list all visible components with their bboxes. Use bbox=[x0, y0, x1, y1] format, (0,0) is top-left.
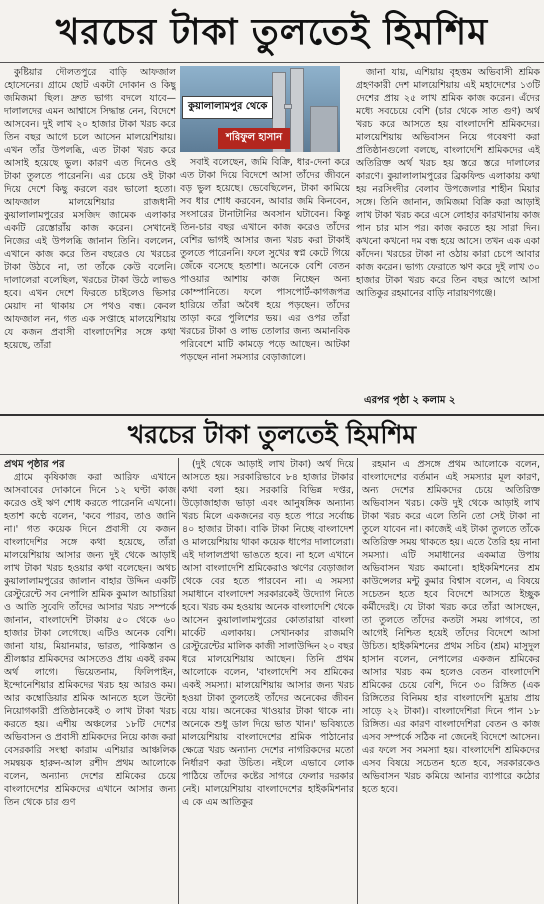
headline-rule bbox=[0, 62, 544, 63]
continuation-column-1 bbox=[4, 458, 176, 904]
column-divider-2 bbox=[357, 458, 358, 904]
continuation-column-2 bbox=[182, 458, 354, 904]
article-column-1 bbox=[4, 66, 176, 408]
from-first-page: প্রথম পৃষ্ঠার পর bbox=[4, 459, 65, 470]
headline: খরচের টাকা তুলতেই হিমশিম bbox=[55, 12, 489, 53]
continuation-column-3-text: রহমান এ প্রসঙ্গে প্রথম আলোকে বলেন, বাংলাদেশের বর্তমান এই সমস্যার মূল কারণ, অন্য দেশের শ্রমিকদের চেয়ে অতিরিক্ত অভিবাসন খরচ। কেউ দুই থেকে আড়াই লাখ টাকা খরচ করে এলে তিনি তো সেই টাকা না তুলে যাবেন না। কাজেই এই টাকা তুলতে তাঁকে অতিরিক্ত সময় থাকতে হয়। এতে তৈরি হয় নানা সমস্যা। এটি সমাধানের একমাত্র উপায় অভিবাসন খরচ কমানো। হাইকমিশনের শ্রম কাউন্সেলর মন্টু কুমার বিশ্বাস বলেন, এ বিষয়ে সচেতন হতে হবে বিদেশে আসতে ইচ্ছুক কর্মীদেরই। যে টাকা খরচ করে তাঁরা আসছেন, তা তুলতে তাঁদের কতটা সময় লাগবে, তা আগেই নিশ্চিত হয়েই তাঁদের বিদেশে আসা উচিত। হাইকমিশনের প্রথম সচিব (শ্রম) মাসুদুল হাসান বলেন, নেপালের একজন শ্রমিকের আসার খরচ কম হলেও বেতন বাংলাদেশি শ্রমিকের চেয়ে বেশি, দিনে ৩০ রিঙ্গিত (এক রিঙ্গিতের বিনিময় হার বাংলাদেশি মুদ্রায় প্রায় সাড়ে ২২ টাকা)। বাংলাদেশিরা দিনে পান ১৮ রিঙ্গিত। এর কারণ বাংলাদেশিরা বেতন ও কাজ এসব সম্পর্কে সঠিক না জেনেই বিদেশে আসেন। এর ফলে সব সমস্যা হয়। বাংলাদেশি শ্রমিকদের এসব বিষয়ে সচেতন হতে হবে, সরকারকেও অভিবাসন খরচ কমিয়ে আনার ব্যাপারে কঠোর হতে হবে। bbox=[362, 459, 540, 795]
skybridge-icon bbox=[284, 104, 292, 109]
column-divider-1 bbox=[178, 458, 179, 904]
continuation-column-2-text: (দুই থেকে আড়াই লাখ টাকা) অর্থ দিয়ে আসতে হয়। সরকারিভাবে ৮৪ হাজার টাকার কথা বলা হয়। সরকারি বিভিন্ন দপ্তর, উড়োজাহাজ ভাড়া এবং আনুষঙ্গিক অন্যান্য খরচ মিলে একজনের বড় হতে পারে সর্বোচ্চ ৪০ হাজার টাকা। বাকি টাকা নিচ্ছে বাংলাদেশ ও মালয়েশিয়ায় থাকা কয়েক ধাপের দালালেরা। এই দালালপ্রথা ভাঙতে হবে। না হলে এখানে আসা বাংলাদেশি শ্রমিকেরাও ঋণের বেড়াজাল থেকে বের হতে পারবেন না। এ সমস্যা সমাধানে বাংলাদেশ সরকারকেই উদ্যোগ নিতে হবে। খরচ কম হওয়ায় অনেক বাংলাদেশি থেকে আসেন কুয়ালালামপুরের কোতারায়া বাংলা মার্কেট এলাকায়। সেখানকার রাজমণি রেস্টুরেন্টের মালিক কাজী সালাউদ্দিন ২০ বছর ধরে মালয়েশিয়ায় আছেন। তিনি প্রথম আলোকে বলেন, 'বাংলাদেশি সব শ্রমিকের একই সমস্যা। মালয়েশিয়ায় আসার জন্য খরচ হওয়া টাকা তুলতেই তাঁদের অনেকের জীবন বয়ে যায়। অনেকের খাওয়ার টাকা থাকে না। অনেকে শুধু ডাল দিয়ে ভাত খান।' ভবিষ্যতে মালয়েশিয়ায় বাংলাদেশের শ্রমিক পাঠানোর ক্ষেত্রে খরচ অন্যান্য দেশের নাগরিকদের মতো নির্ধারণ করা উচিত। নইলে এভাবে লোক পাঠিয়ে তাঁদের কষ্টের সাগরে ফেলার দরকার নেই। মালয়েশিয়ায় বাংলাদেশের হাইকমিশনার এ কে এম আতিকুর bbox=[182, 459, 354, 808]
subhead-rule bbox=[0, 454, 544, 455]
continuation-column-1-text: গ্রামে কৃষিকাজ করা আরিফ এখানে আসবাবের দোকানে দিনে ১২ ঘণ্টা কাজ করেও ওই ঋণ শোধ করতে পারেননি এখনো। হতাশ কণ্ঠে বলেন, 'কবে পারব, তাও জানি না।' গত কয়েক দিনে প্রবাসী যে কজন বাংলাদেশির সঙ্গে কথা হয়েছে, তাঁরা মালয়েশিয়ায় আসার জন্য দুই থেকে আড়াই লাখ টাকা খরচ হওয়ার কথা বলেছেন। অথচ কুয়ালালামপুরের জালান বাহার উদ্দিন একটি রেস্টুরেন্টে সব নেপালি শ্রমিক কুমাল আচারিয়া ও আতি সুবেদি তাঁদের আসার খরচ সম্পর্কে জানান, বাংলাদেশি টাকায় ৫০ থেকে ৬০ হাজার টাকা লেগেছে। এটিও অনেক বেশি। জানা যায়, মিয়ানমার, ভারত, পাকিস্তান ও শ্রীলঙ্কার শ্রমিকদের আসতেও প্রায় একই রকম অর্থ লাগে। ভিয়েতনাম, ফিলিপাইন, ইন্দোনেশিয়ার শ্রমিকদের খরচ হয় আরও কম। আর কম্বোডিয়ার শ্রমিক আনতে হলে উল্টো নিয়োগকারী প্রতিষ্ঠানকেই ৩ লাখ টাকা খরচ করতে হয়। এশীয় অঞ্চলের ১৮টি দেশের অভিবাসন ও প্রবাসী শ্রমিকদের নিয়ে কাজ করা বেসরকারি সংস্থা কারাম এশিয়ার আঞ্চলিক সমন্বয়ক হারুন-আল রশীদ প্রথম আলোকে বলেন, অন্যান্য দেশের শ্রমিকের চেয়ে বাংলাদেশের শ্রমিকদের এখানে আসার জন্য তিন থেকে চার গুণ bbox=[4, 472, 176, 808]
column-2-text: সবাই বলেছেন, জমি বিক্রি, ধার-দেনা করে এত টাকা দিয়ে বিদেশে আসা তাঁদের জীবনে বড় ভুল হয়েছে। ভেবেছিলেন, টাকা কামিয়ে সব ধার শোধ করবেন, আবার জমি কিনবেন, সংসারের টানাটানির অবসান ঘটাবেন। কিন্তু তিন-চার বছর এখানে কাজ করেও তাঁদের বেশির ভাগই আসার জন্য খরচ করা টাকাই তুলতে পারেননি। ফলে সুখের স্বপ্ন কেটে গিয়ে জেঁকে বসেছে হতাশা। অনেকে বেশি বেতন পাওয়ার আশায় কাজ নিচ্ছেন অন্য কোম্পানিতে। ফলে পাসপোর্ট-কাগজপত্র হারিয়ে তাঁরা অবৈধ হয়ে পড়ছেন। তাঁদের তাড়া করে পুলিশের ভয়। এর ওপর তাঁরা খরচের টাকা ও লাভ তোলার জন্য অমানবিক পরিবেশে মাটি কামড়ে পড়ে আছেন। আটকা পড়ছেন নানা সমস্যার বেড়াজালে। bbox=[180, 157, 350, 363]
column-3-text: জানা যায়, এশিয়ায় বৃহত্তম অভিবাসী শ্রমিক গ্রহণকারী দেশ মালয়েশিয়ায় এই মহাদেশের ১৩টি দেশের প্রায় ২৫ লাখ শ্রমিক কাজ করেন। এঁদের মধ্যে সবচেয়ে বেশি (চার থেকে সাত গুণ) অর্থ খরচ করে আসতে হয় বাংলাদেশি শ্রমিকদের। মালয়েশিয়ায় অভিবাসন নিয়ে গবেষণা করা প্রতিষ্ঠানগুলো বলছে, বাংলাদেশি শ্রমিকদের এই অতিরিক্ত অর্থ খরচ হয় স্তরে স্তরে দালালের কারণে। কুয়ালালামপুরের ব্রিকফিল্ড এলাকায় কথা হয় নরসিংদীর বেলাব উপজেলার শাহীন মিয়ার সঙ্গে। তিনি জানান, জমিজমা বিক্রি করা আড়াই লাখ টাকা খরচ করে এসে লোহার কারখানায় কাজ পান চার মাস পর। কাজ করতে হয় সারা দিন। কখনো কখনো দম বন্ধ হয়ে আসে। তখন এক একা কাঁদেন। খরচের টাকা না ওঠায় কারা চেপে আবার কাজ করেন। ভাগ্য ফেরাতে ঋণ করে দুই লাখ ৩০ হাজার টাকা খরচ করে তিন বছর আগে আসা আতিকুর রহমানের বাড়ি নারায়ণগঞ্জে। bbox=[356, 67, 540, 299]
column-1-text: কুষ্টিয়ার দৌলতপুরে বাড়ি আফজাল হোসেনের। গ্রামে ছোট একটা দোকান ও কিছু জমিজমা ছিল। দ্রুত ভাগ্য বদলে যাবে—দালালদের এমন আশ্বাসে সিদ্ধান্ত নেন, বিদেশে আসবেন। দুই লাখ ২০ হাজার টাকা খরচ করে তিন বছর আগে চলে আসেন মালয়েশিয়ায়। এখন তাঁর উপলব্ধি, এত টাকা খরচ করে আসাই হয়েছে ভুল। কারণ এত দিনেও ওই টাকা তুলতে পারেননি। এর চেয়ে ওই টাকা দিয়ে দেশে কিছু করলে বরং ভালো হতো। আফজাল মালয়েশিয়ার রাজধানী কুয়ালালামপুরের মসজিদ জামেক এলাকার একটি রেস্তোরাঁয় কাজ করেন। সেখানেই নিজের এই উপলব্ধি জানান তিনি। বললেন, এখানে কাজ করে তিন বছরেও যে খরচের টাকা উঠবে না, তা তাঁকে কেউ বলেনি। দালালেরা বলেছিল, খরচের টাকা উঠে লাভও হবে। এখন দেশে ফিরতে চাইলেও ভিসার মেয়াদ না থাকায় সে পথও বন্ধ। কেবল আফজাল নন, গত এক সপ্তাহে মালয়েশিয়ায় যে কজন প্রবাসী বাংলাদেশির সঙ্গে কথা হয়েছে, তাঁরা bbox=[4, 67, 176, 351]
dateline-tag: কুয়ালালামপুর থেকে bbox=[182, 96, 273, 119]
continuation-headline: খরচের টাকা তুলতেই হিমশিম bbox=[127, 420, 417, 449]
continuation-column-3 bbox=[362, 458, 540, 904]
tower-right-icon bbox=[290, 68, 304, 152]
section-rule bbox=[0, 414, 544, 416]
byline-tag: শরিফুল হাসান bbox=[218, 128, 290, 149]
continued-line: এরপর পৃষ্ঠা ২ কলাম ২ bbox=[364, 395, 456, 406]
article-column-2 bbox=[180, 156, 350, 408]
article-column-3 bbox=[356, 66, 540, 394]
building-icon bbox=[310, 106, 338, 152]
